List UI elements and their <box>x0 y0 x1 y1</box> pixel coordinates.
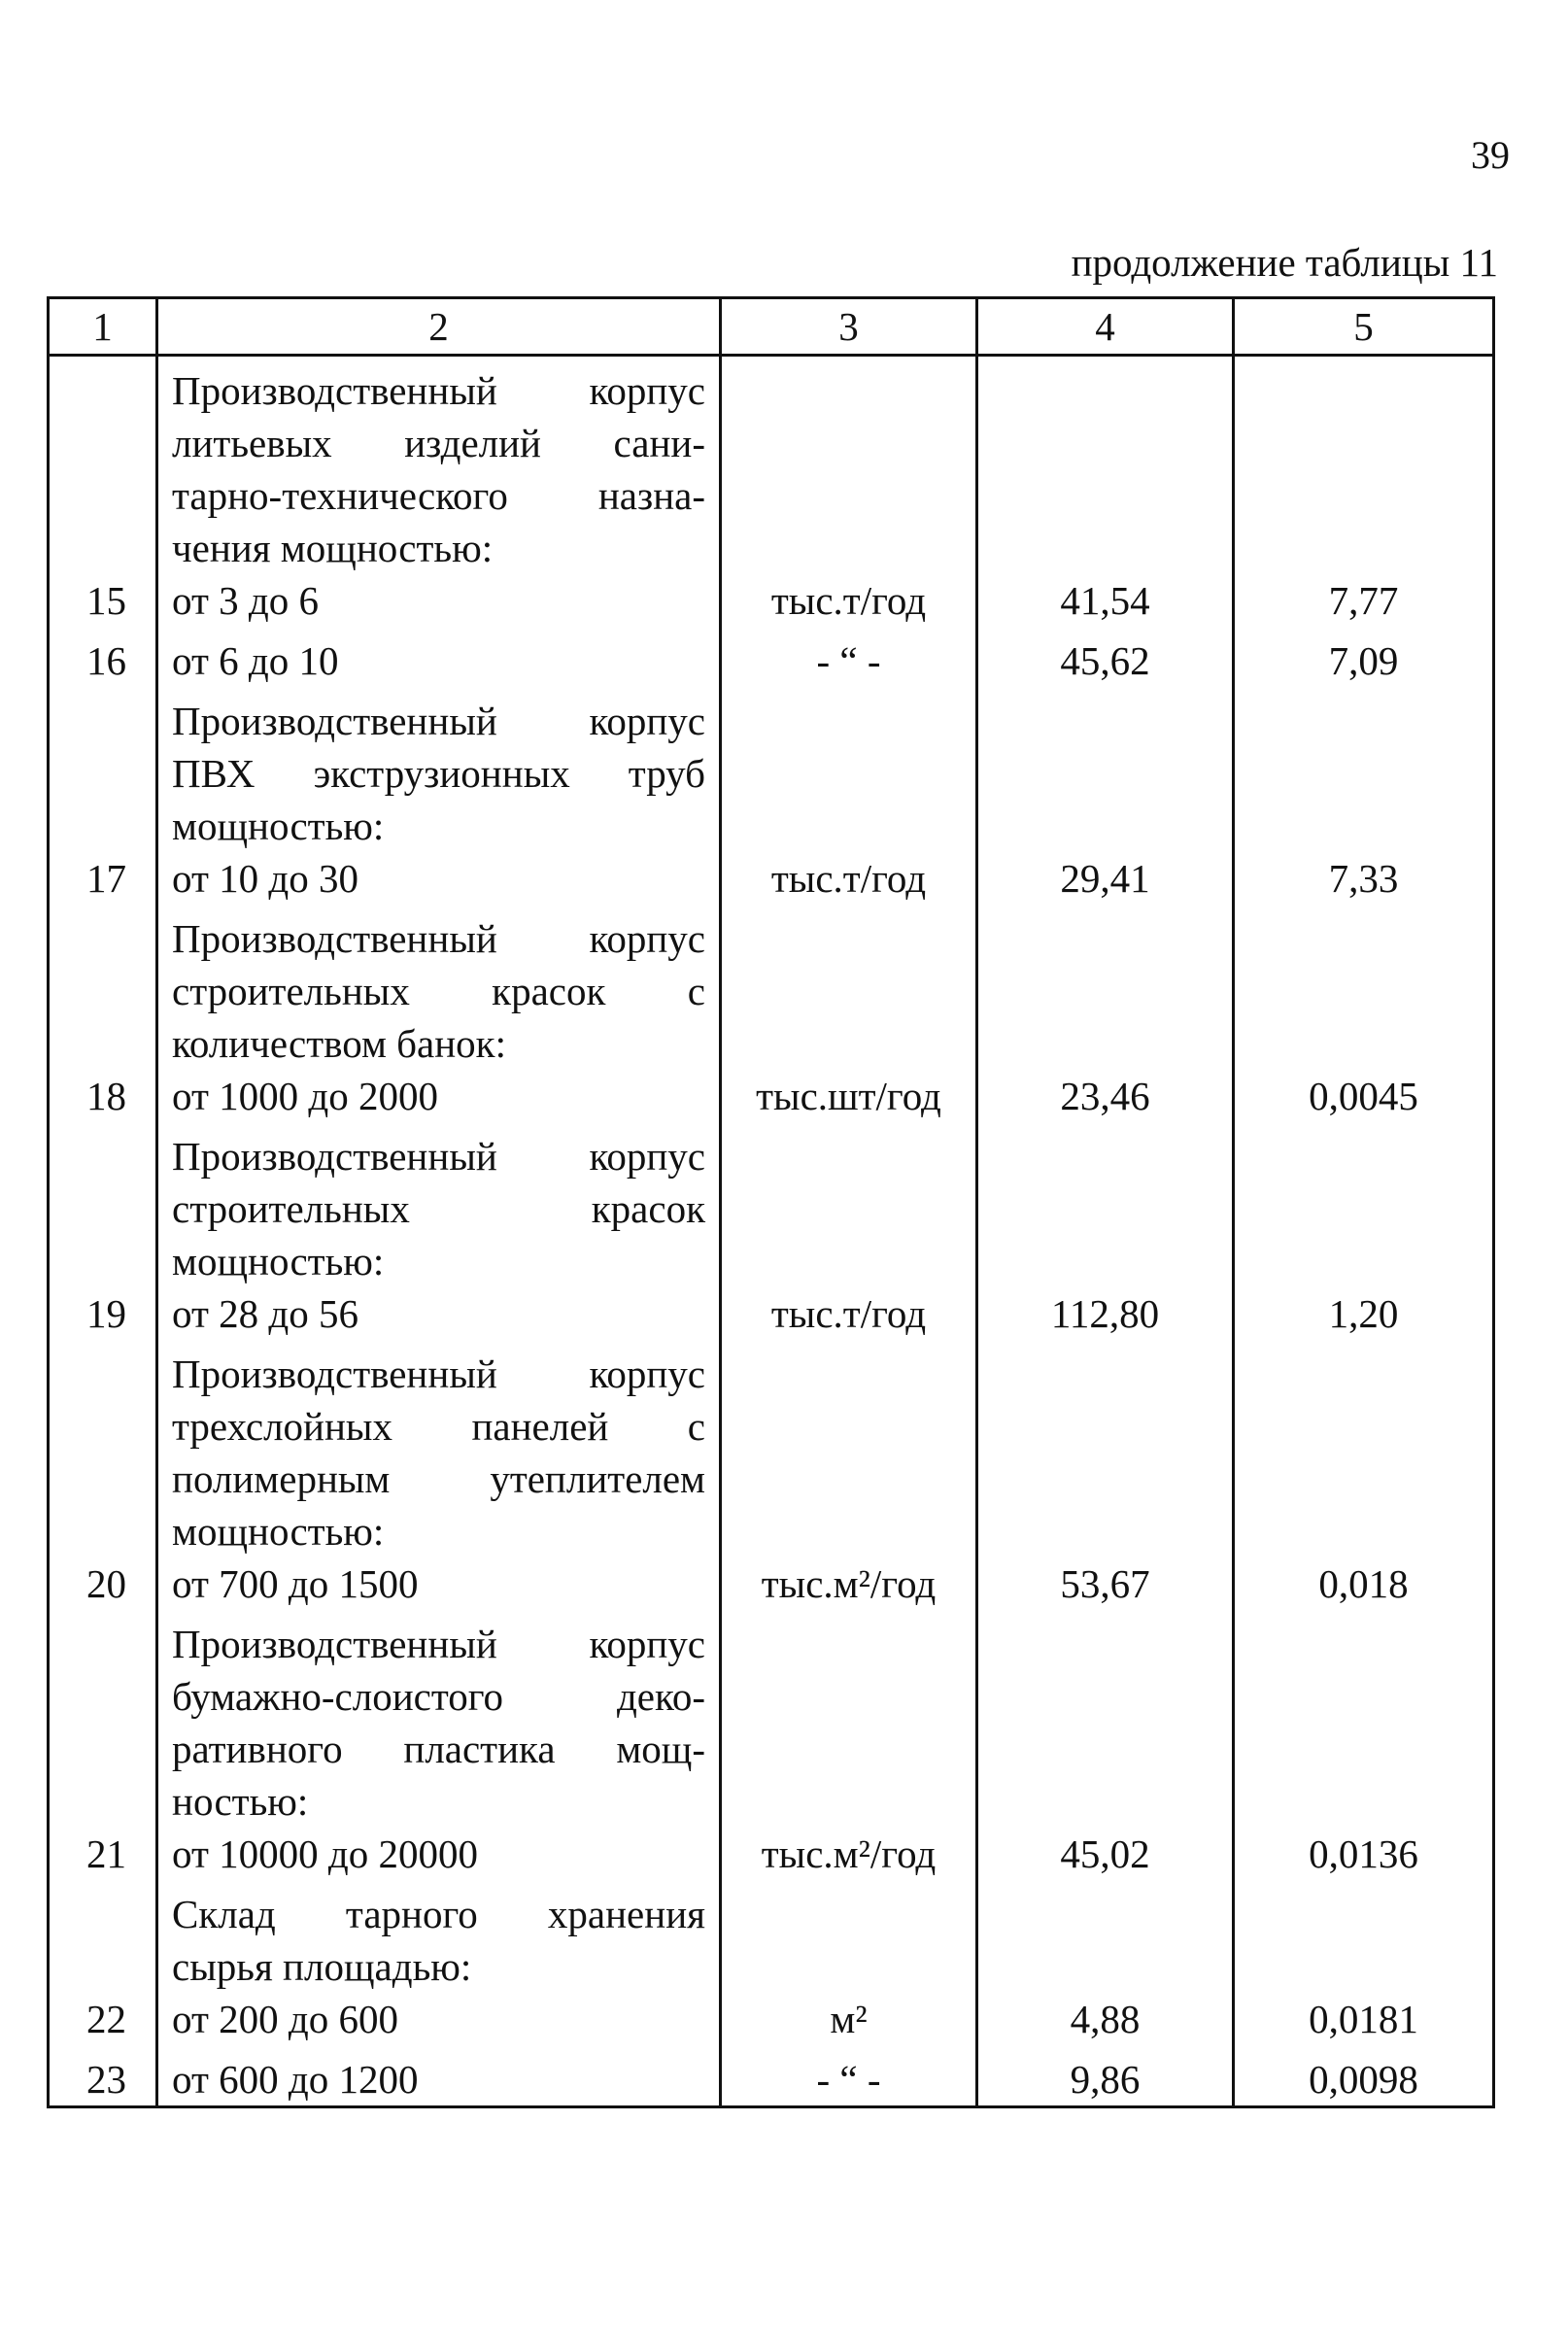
value-col5: 0,0045 <box>1234 905 1494 1122</box>
row-number: 22 <box>49 1880 157 2045</box>
table-row <box>49 687 1494 905</box>
item-description <box>157 1340 721 1610</box>
table-row <box>49 627 1494 687</box>
column-header-5: 5 <box>1234 298 1494 356</box>
item-heading-line: ностью: <box>172 1779 309 1824</box>
value-col5: 7,77 <box>1234 356 1494 628</box>
column-header-4: 4 <box>977 298 1234 356</box>
unit-cell: тыс.м²/год <box>721 1610 977 1880</box>
item-range: от 10 до 30 <box>172 856 358 901</box>
item-description <box>157 2045 721 2107</box>
item-range: от 6 до 10 <box>172 638 339 683</box>
item-range: от 200 до 600 <box>172 1997 398 2041</box>
table-row <box>49 1122 1494 1340</box>
item-heading-line: бумажно-слоистого деко- <box>172 1674 705 1719</box>
table-row <box>49 1610 1494 1880</box>
value-col4: 41,54 <box>977 356 1234 628</box>
value-col4: 45,02 <box>977 1610 1234 1880</box>
table-row <box>49 1880 1494 2045</box>
item-heading-line: мощностью: <box>172 1509 385 1554</box>
value-col4: 23,46 <box>977 905 1234 1122</box>
row-number: 15 <box>49 356 157 628</box>
item-heading-line: литьевых изделий сани- <box>172 421 705 465</box>
unit-cell: тыс.т/год <box>721 356 977 628</box>
item-heading-line: строительных красок с <box>172 969 705 1013</box>
item-heading-line: Производственный корпус <box>172 1352 705 1396</box>
row-number: 23 <box>49 2045 157 2107</box>
table-row <box>49 356 1494 628</box>
column-header-2: 2 <box>157 298 721 356</box>
value-col4: 29,41 <box>977 687 1234 905</box>
unit-cell: тыс.т/год <box>721 1122 977 1340</box>
item-heading-line: ПВХ экструзионных труб <box>172 751 705 796</box>
item-description <box>157 1610 721 1880</box>
table-row <box>49 905 1494 1122</box>
item-heading-line: мощностью: <box>172 804 385 848</box>
row-number: 19 <box>49 1122 157 1340</box>
item-heading-line: трехслойных панелей с <box>172 1404 705 1449</box>
item-heading-line: ративного пластика мощ- <box>172 1727 705 1771</box>
value-col5: 0,0098 <box>1234 2045 1494 2107</box>
value-col4: 112,80 <box>977 1122 1234 1340</box>
table-row <box>49 1340 1494 1610</box>
item-heading-line: тарно-технического назна- <box>172 473 705 518</box>
value-col4: 9,86 <box>977 2045 1234 2107</box>
item-range: от 1000 до 2000 <box>172 1074 438 1118</box>
value-col5: 1,20 <box>1234 1122 1494 1340</box>
unit-cell: тыс.шт/год <box>721 905 977 1122</box>
value-col5: 7,09 <box>1234 627 1494 687</box>
row-number: 17 <box>49 687 157 905</box>
item-heading-line: Производственный корпус <box>172 699 705 743</box>
item-heading-line: Склад тарного хранения <box>172 1892 705 1936</box>
value-col5: 7,33 <box>1234 687 1494 905</box>
value-col4: 53,67 <box>977 1340 1234 1610</box>
item-heading-line: мощностью: <box>172 1239 385 1283</box>
item-description <box>157 687 721 905</box>
item-heading-line: сырья площадью: <box>172 1944 472 1989</box>
row-number: 16 <box>49 627 157 687</box>
column-header-1: 1 <box>49 298 157 356</box>
table-caption: продолжение таблицы 11 <box>1071 240 1498 285</box>
header-row <box>49 298 1494 356</box>
table-container <box>47 296 1492 2108</box>
page-number: 39 <box>1471 133 1510 177</box>
value-col5: 0,0181 <box>1234 1880 1494 2045</box>
value-col4: 45,62 <box>977 627 1234 687</box>
item-range: от 600 до 1200 <box>172 2057 419 2102</box>
item-description <box>157 905 721 1122</box>
value-col5: 0,018 <box>1234 1340 1494 1610</box>
unit-cell: м² <box>721 1880 977 2045</box>
item-description <box>157 627 721 687</box>
unit-cell: - “ - <box>721 2045 977 2107</box>
item-heading-line: полимерным утеплителем <box>172 1456 705 1501</box>
item-heading-line: Производственный корпус <box>172 368 705 413</box>
row-number: 21 <box>49 1610 157 1880</box>
item-range: от 10000 до 20000 <box>172 1831 478 1876</box>
item-heading-line: чения мощностью: <box>172 526 494 570</box>
item-range: от 3 до 6 <box>172 578 319 623</box>
table-body <box>49 356 1494 2107</box>
data-table <box>47 296 1495 2108</box>
unit-cell: тыс.м²/год <box>721 1340 977 1610</box>
item-heading-line: строительных красок <box>172 1186 705 1231</box>
item-heading-line: количеством банок: <box>172 1021 506 1066</box>
value-col5: 0,0136 <box>1234 1610 1494 1880</box>
row-number: 18 <box>49 905 157 1122</box>
item-description <box>157 356 721 628</box>
item-heading-line: Производственный корпус <box>172 916 705 961</box>
item-range: от 28 до 56 <box>172 1291 358 1336</box>
unit-cell: - “ - <box>721 627 977 687</box>
item-range: от 700 до 1500 <box>172 1561 419 1606</box>
table-row <box>49 2045 1494 2107</box>
item-description <box>157 1880 721 2045</box>
item-heading-line: Производственный корпус <box>172 1622 705 1666</box>
value-col4: 4,88 <box>977 1880 1234 2045</box>
column-header-3: 3 <box>721 298 977 356</box>
item-description <box>157 1122 721 1340</box>
unit-cell: тыс.т/год <box>721 687 977 905</box>
row-number: 20 <box>49 1340 157 1610</box>
item-heading-line: Производственный корпус <box>172 1134 705 1179</box>
